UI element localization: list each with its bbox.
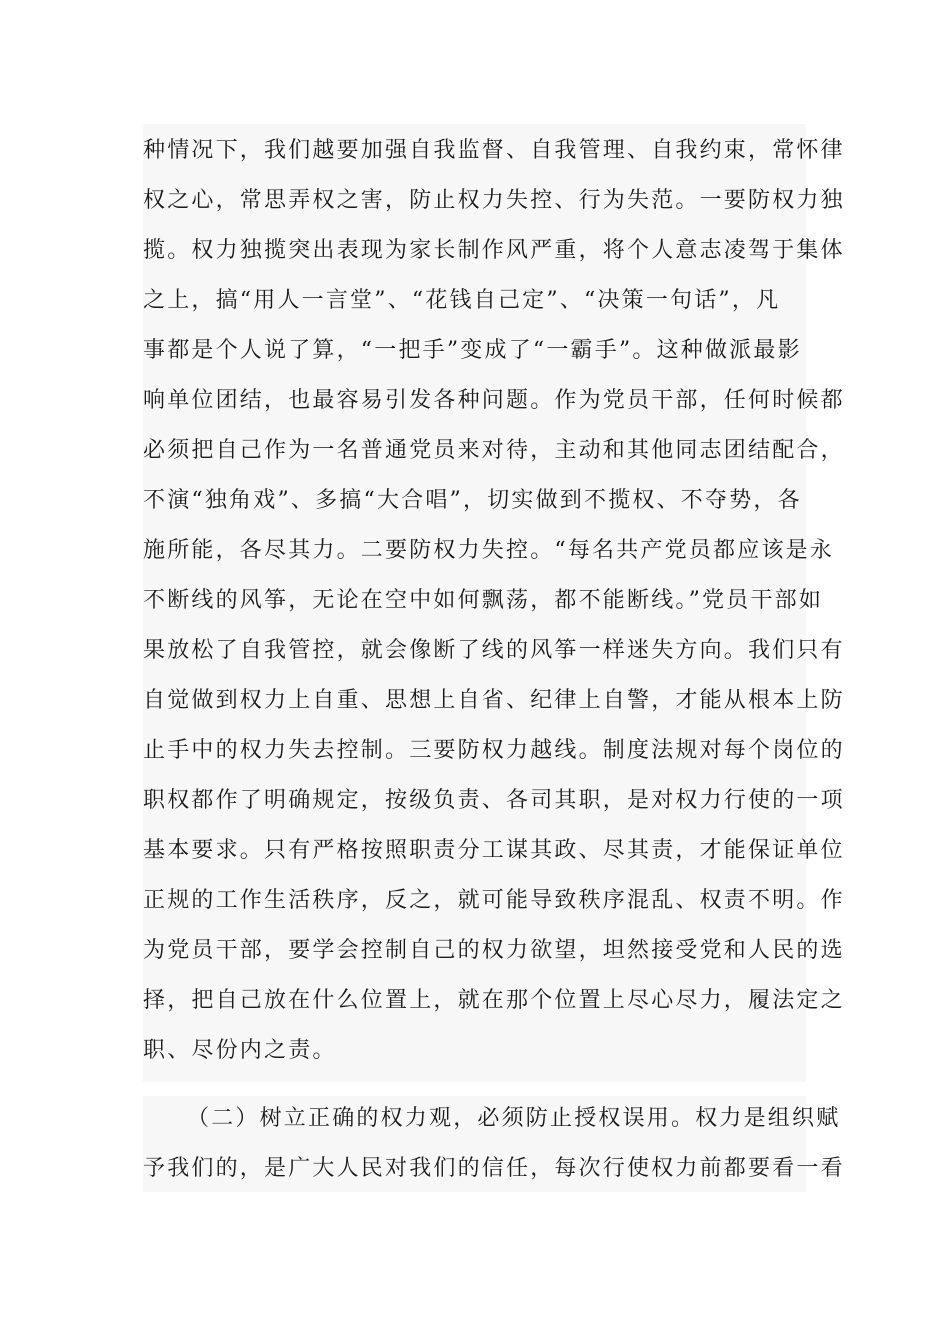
text-line: 职、尽份内之责。 xyxy=(143,1038,337,1063)
text-line: 自觉做到权力上自重、思想上自省、纪律上自警，才能从根本上防 xyxy=(143,688,845,713)
text-line: 响单位团结，也最容易引发各种问题。作为党员干部，任何时候都 xyxy=(143,388,845,413)
text-line: 择，把自己放在什么位置上，就在那个位置上尽心尽力，履法定之 xyxy=(143,988,845,1013)
text-line: 施所能，各尽其力。二要防权力失控。“每名共产党员都应该是永 xyxy=(143,538,835,563)
paragraph-one xyxy=(143,124,845,1082)
text-line: 权之心，常思弄权之害，防止权力失控、行为失范。一要防权力独 xyxy=(143,188,845,213)
text-line: 不断线的风筝，无论在空中如何飘荡，都不能断线。”党员干部如 xyxy=(143,588,824,613)
text-line: 揽。权力独揽突出表现为家长制作风严重，将个人意志凌驾于集体 xyxy=(143,238,845,263)
text-line: 不演“独角戏”、多搞“大合唱”，切实做到不揽权、不夺势，各 xyxy=(143,488,802,513)
text-line: 事都是个人说了算，“一把手”变成了“一霸手”。这种做派最影 xyxy=(143,338,802,363)
text-line: 职权都作了明确规定，按级负责、各司其职，是对权力行使的一项 xyxy=(143,788,845,813)
text-line: 正规的工作生活秩序，反之，就可能导致秩序混乱、权责不明。作 xyxy=(143,888,845,913)
text-line: 予我们的，是广大人民对我们的信任，每次行使权力前都要看一看 xyxy=(143,1156,845,1181)
text-line: 种情况下，我们越要加强自我监督、自我管理、自我约束，常怀律 xyxy=(143,138,845,163)
text-line: 之上，搞“用人一言堂”、“花钱自己定”、“决策一句话”，凡 xyxy=(143,288,781,313)
text-line: 基本要求。只有严格按照职责分工谋其政、尽其责，才能保证单位 xyxy=(143,838,845,863)
text-line: 必须把自己作为一名普通党员来对待，主动和其他同志团结配合， xyxy=(143,438,845,463)
text-line: 果放松了自我管控，就会像断了线的风筝一样迷失方向。我们只有 xyxy=(143,638,845,663)
text-line: 为党员干部，要学会控制自己的权力欲望，坦然接受党和人民的选 xyxy=(143,938,845,963)
paragraph-two xyxy=(143,1096,845,1192)
text-line: 止手中的权力失去控制。三要防权力越线。制度法规对每个岗位的 xyxy=(143,738,845,763)
text-line: （二）树立正确的权力观，必须防止授权误用。权力是组织赋 xyxy=(187,1106,841,1131)
